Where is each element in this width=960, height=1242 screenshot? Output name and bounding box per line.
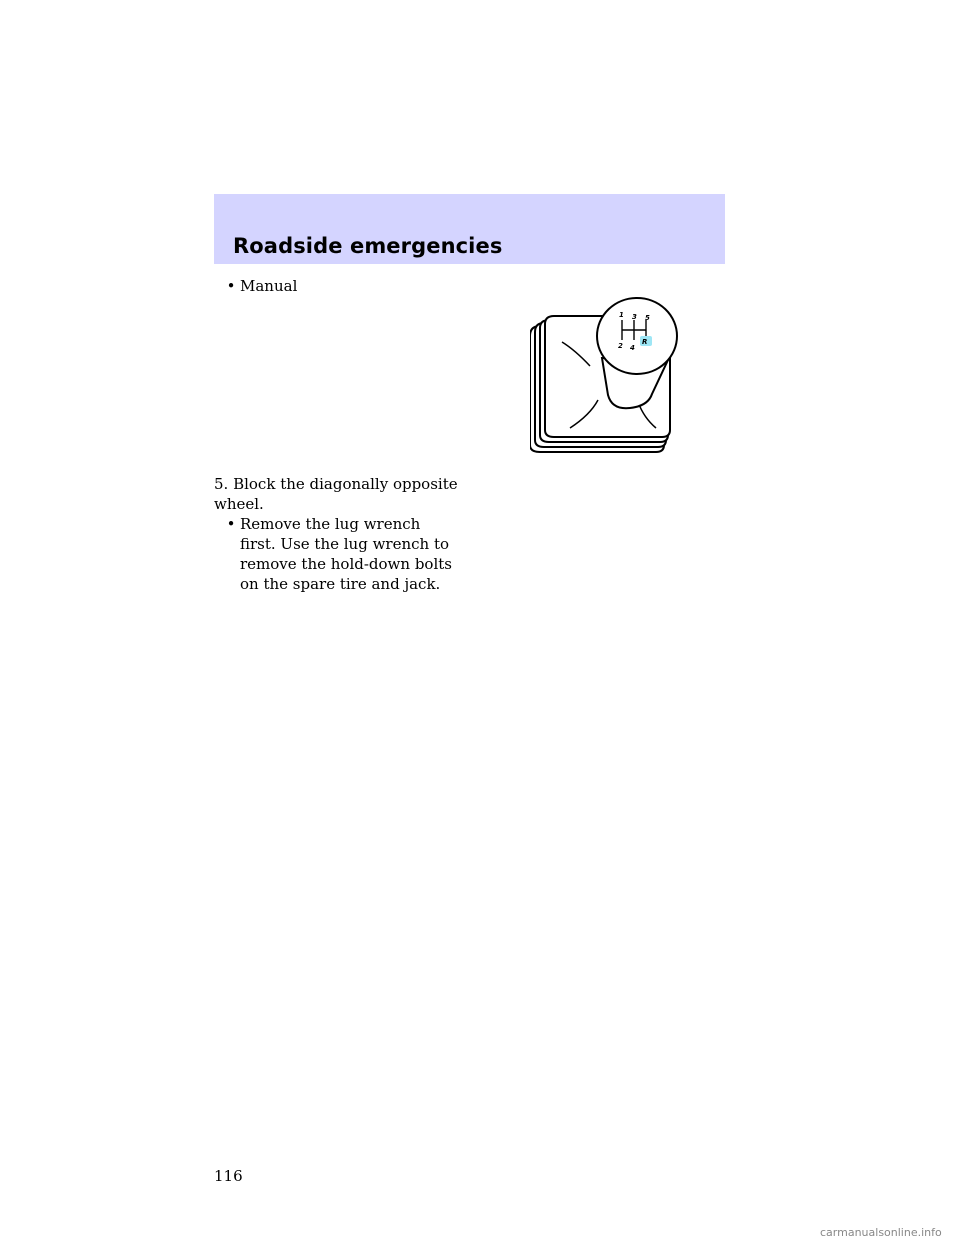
bullet-icon: •	[226, 277, 236, 295]
bullet-icon: •	[226, 515, 236, 533]
gear-label-1: 1	[619, 311, 624, 319]
section-title: Roadside emergencies	[233, 234, 503, 258]
watermark-text: carmanualsonline.info	[820, 1226, 942, 1239]
gear-label-r: R	[642, 338, 648, 346]
manual-label: Manual	[240, 277, 298, 295]
gear-label-3: 3	[632, 313, 637, 321]
gear-label-4: 4	[630, 344, 635, 352]
step-5-text: 5. Block the diagonally opposite wheel.	[214, 475, 458, 513]
remove-lug-wrench-bullet-item	[222, 514, 462, 594]
remove-lug-wrench-text: Remove the lug wrench first. Use the lug wrench to remove the hold-down bolts on the spare tire and jack.	[240, 515, 452, 593]
manual-shifter-illustration	[530, 290, 680, 455]
gear-label-2: 2	[618, 342, 623, 350]
page-number: 116	[214, 1167, 243, 1185]
manual-bullet-item	[222, 276, 297, 296]
gear-label-5: 5	[645, 314, 650, 322]
